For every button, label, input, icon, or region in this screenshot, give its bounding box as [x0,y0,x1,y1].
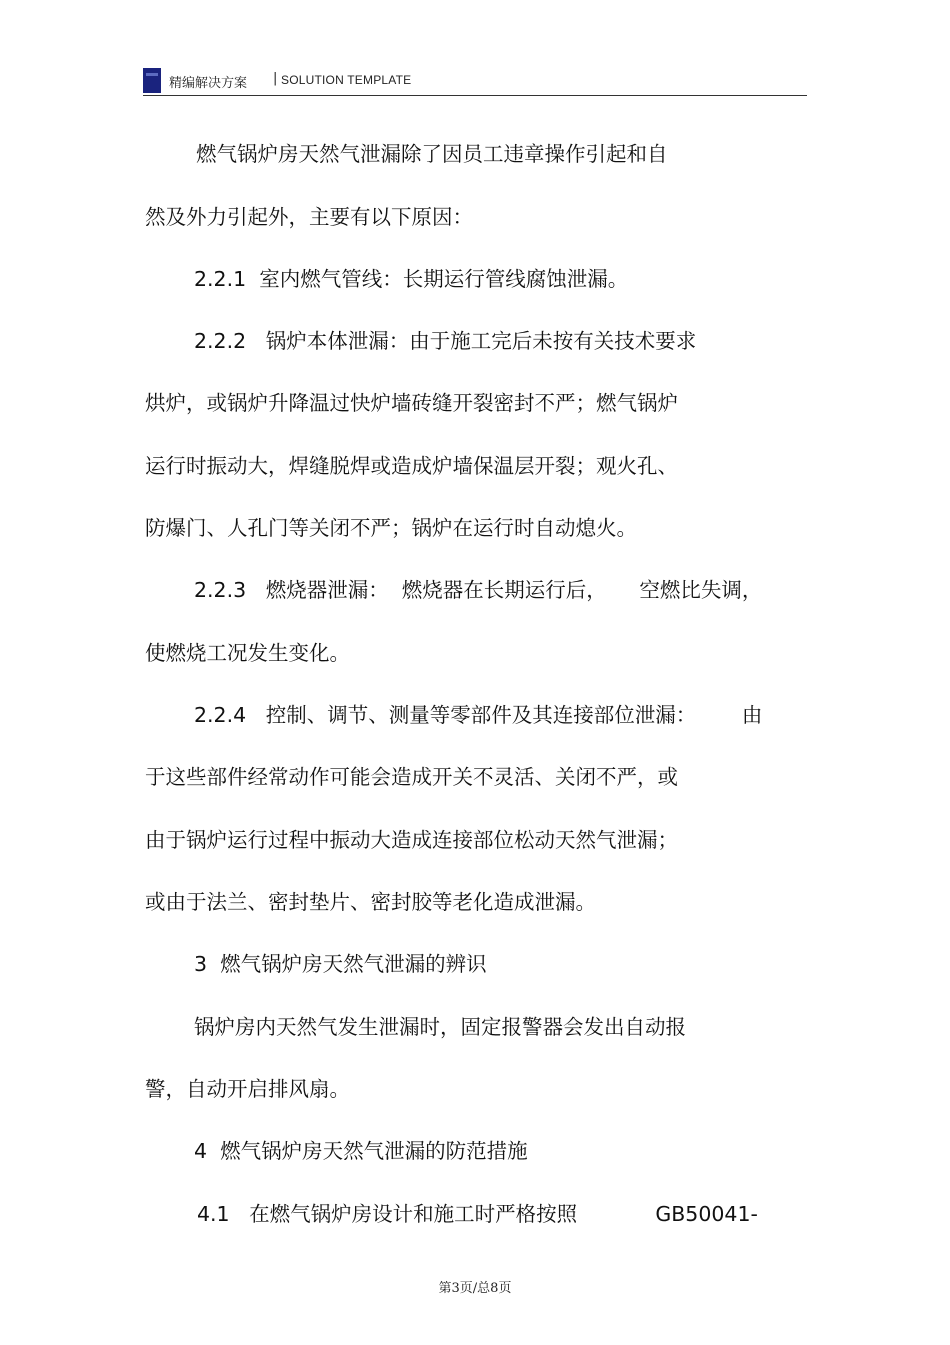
body-line: 2.2.1 室内燃气管线：长期运行管线腐蚀泄漏。 [194,267,629,291]
header-rule [143,95,807,96]
header-subtitle: SOLUTION TEMPLATE [281,73,412,87]
header-brand: 精编解决方案 [169,76,248,91]
body-line: 2.2.3 燃烧器泄漏： 燃烧器在长期运行后， 空燃比失调， [194,578,763,602]
body-line: 燃气锅炉房天然气泄漏除了因员工违章操作引起和自 [196,142,668,166]
body-line: 警，自动开启排风扇。 [145,1077,350,1101]
page-header [143,66,807,96]
body-line: 锅炉房内天然气发生泄漏时，固定报警器会发出自动报 [194,1015,686,1039]
body-line: 使燃烧工况发生变化。 [145,641,350,665]
body-line: 运行时振动大，焊缝脱焊或造成炉墙保温层开裂；观火孔、 [145,454,678,478]
page-number: 第3页/总8页 [438,1281,512,1296]
body-line: 或由于法兰、密封垫片、密封胶等老化造成泄漏。 [145,890,596,914]
section-heading: 4 燃气锅炉房天然气泄漏的防范措施 [194,1139,528,1163]
body-line: 2.2.2 锅炉本体泄漏：由于施工完后未按有关技术要求 [194,329,697,353]
body-line: 然及外力引起外，主要有以下原因： [145,205,473,229]
body-line: 于这些部件经常动作可能会造成开关不灵活、关闭不严，或 [145,765,678,789]
section-heading: 3 燃气锅炉房天然气泄漏的辨识 [194,952,487,976]
body-line: 由于锅炉运行过程中振动大造成连接部位松动天然气泄漏； [145,828,678,852]
header-separator: | [273,71,278,86]
body-line: 烘炉，或锅炉升降温过快炉墙砖缝开裂密封不严；燃气锅炉 [145,391,678,415]
body-line: 2.2.4 控制、调节、测量等零部件及其连接部位泄漏： 由 [194,703,763,727]
body-line: 防爆门、人孔门等关闭不严；锅炉在运行时自动熄火。 [145,516,637,540]
body-line: 4.1 在燃气锅炉房设计和施工时严格按照 GB50041- [197,1202,758,1226]
logo-icon [143,68,161,93]
